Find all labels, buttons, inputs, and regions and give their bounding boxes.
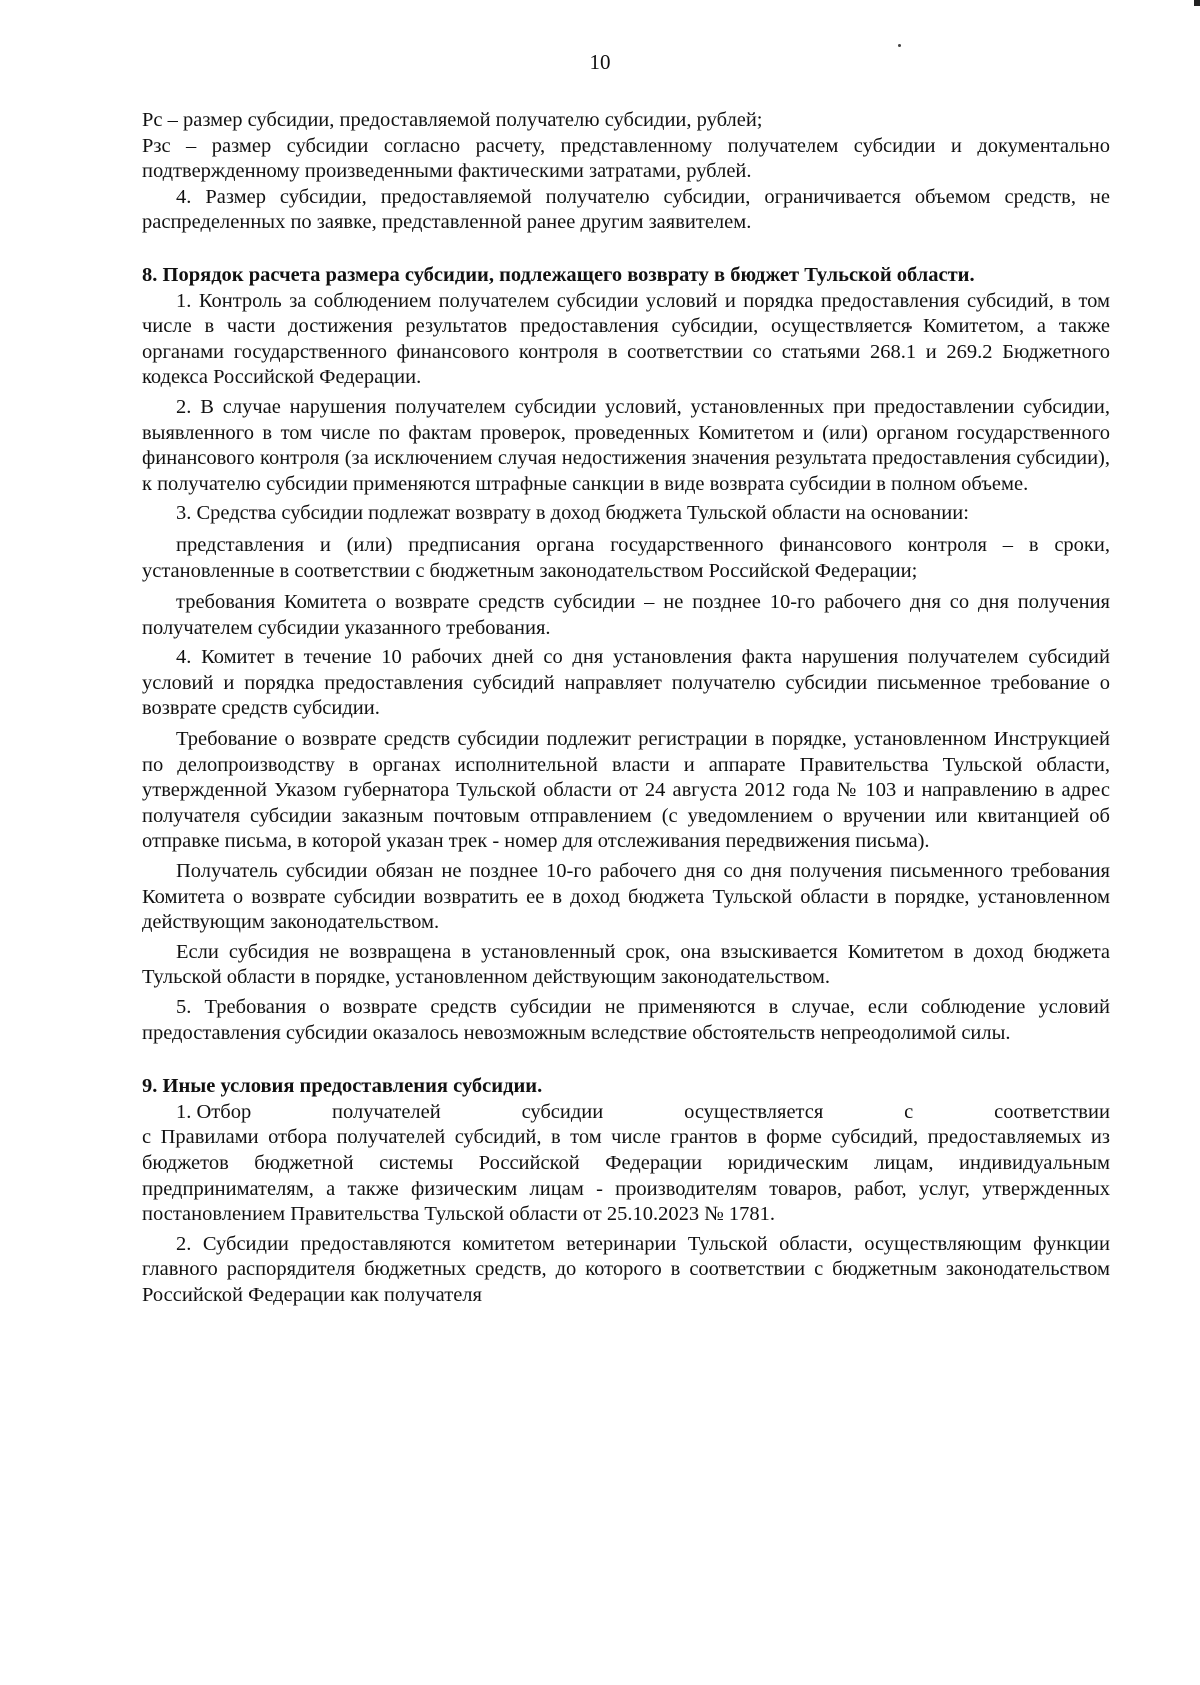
formula-legend-rzs: Рзс – размер субсидии согласно расчету, представленному получателем субсидии и документально подтвержденному произведенными фактическими затратами, рублей. — [142, 134, 1110, 183]
section-9-word: с — [904, 1100, 914, 1123]
section-8-paragraph-4a: Требование о возврате средств субсидии подлежит регистрации в порядке, установленном Инструкцией по делопроизводству в органах исполнительной власти и аппарате Правительства Тульской области, утвержденной Указом губернатора Тульской области от 24 августа 2012 года № 103 и направлению в адрес получателя субсидии заказным почтовым отправлением (с уведомлением о вручении или квитанцией об отправке письма, в которой указан трек - номер для отслеживания передвижения письма). — [142, 728, 1110, 853]
section-8-paragraph-1: 1. Контроль за соблюдением получателем субсидии условий и порядка предоставления субсидий, в том числе в части достижения результатов предоставления субсидии, осуществляется Комитетом, а также органами государственного финансового контроля в соответствии со статьями 268.1 и 269.2 Бюджетного кодекса Российской Федерации. — [142, 289, 1110, 389]
section-9-word: 1. Отбор — [176, 1100, 252, 1123]
page-number: 10 — [589, 50, 611, 74]
document-body — [142, 108, 1110, 1309]
section-9-word: соответствии — [994, 1100, 1110, 1123]
scan-edge-mark — [1194, 0, 1200, 6]
section-8-paragraph-3: 3. Средства субсидии подлежат возврату в доход бюджета Тульской области на основании: — [176, 502, 969, 525]
section-8-heading: 8. Порядок расчета размера субсидии, подлежащего возврату в бюджет Тульской области. — [142, 263, 975, 286]
section-9-word: осуществляется — [684, 1100, 824, 1123]
formula-legend-rs: Рс – размер субсидии, предоставляемой получателю субсидии, рублей; — [142, 109, 763, 131]
section-9-word: получателей — [332, 1100, 441, 1123]
section-8-paragraph-3a: представления и (или) предписания органа государственного финансового контроля – в сроки, установленные в соответствии с бюджетным законодательством Российской Федерации; — [142, 533, 1110, 582]
section-8-paragraph-4: 4. Комитет в течение 10 рабочих дней со дня установления факта нарушения получателем субсидий условий и порядка предоставления субсидий направляет получателю субсидии письменное требование о возврате средств субсидии. — [142, 646, 1110, 720]
section-9-paragraph-2: 2. Субсидии предоставляются комитетом ветеринарии Тульской области, осуществляющим функции главного распорядителя бюджетных средств, до которого в соответствии с бюджетным законодательством Российской Федерации как получателя — [142, 1232, 1110, 1306]
section-9-word: субсидии — [521, 1100, 604, 1123]
section-8-paragraph-4b: Получатель субсидии обязан не позднее 10-го рабочего дня со дня получения письменного требования Комитета о возврате субсидии возвратить ее в доход бюджета Тульской области в порядке, установленном действующим законодательством. — [142, 860, 1110, 934]
section-8-paragraph-3b: требования Комитета о возврате средств субсидии – не позднее 10-го рабочего дня со дня получения получателем субсидии указанного требования. — [142, 591, 1110, 639]
section-9-paragraph-1-rest: с Правилами отбора получателей субсидий, в том числе грантов в форме субсидий, предоставляемых из бюджетов бюджетной системы Российской Федерации юридическим лицам, индивидуальным предпринимателям, а также физическим лицам - производителям товаров, работ, услуг, утвержденных постановлением Правительства Тульской области от 25.10.2023 № 1781. — [142, 1126, 1110, 1226]
section-9-heading: 9. Иные условия предоставления субсидии. — [142, 1075, 543, 1098]
scan-speck — [898, 44, 901, 47]
section-9-paragraph-1-first-line — [142, 1100, 1110, 1126]
section-8-paragraph-2: 2. В случае нарушения получателем субсидии условий, установленных при предоставлении субсидии, выявленного в том числе по фактам проверок, проведенных Комитетом и (или) органом государственного финансового контроля (за исключением случая недостижения значения результата предоставления субсидии), к получателю субсидии применяются штрафные санкции в виде возврата субсидии в полном объеме. — [142, 395, 1110, 495]
section-8-paragraph-5: 5. Требования о возврате средств субсидии не применяются в случае, если соблюдение условий предоставления субсидии оказалось невозможным вследствие обстоятельств непреодолимой силы. — [142, 996, 1110, 1044]
paragraph-item-4: 4. Размер субсидии, предоставляемой получателю субсидии, ограничивается объемом средств, не распределенных по заявке, представленной ранее другим заявителем. — [142, 185, 1110, 234]
section-8-paragraph-4c: Если субсидия не возвращена в установленный срок, она взыскивается Комитетом в доход бюджета Тульской области в порядке, установленном действующим законодательством. — [142, 940, 1110, 989]
